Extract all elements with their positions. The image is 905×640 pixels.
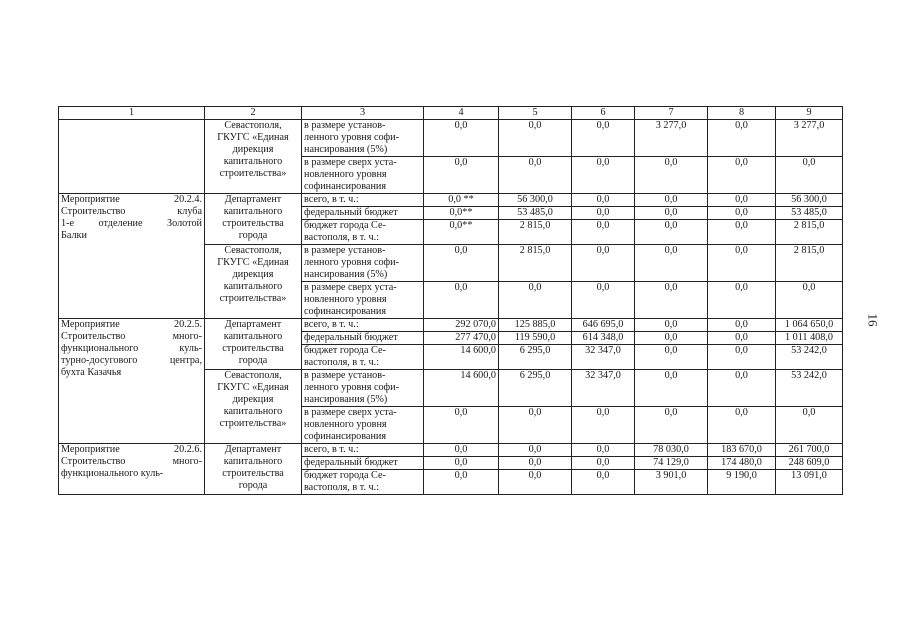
value-cell: 32 347,0 bbox=[572, 370, 635, 407]
cell-line: капитального bbox=[223, 406, 283, 417]
value-cell: 0,0 bbox=[635, 370, 708, 407]
cell-line: строительства bbox=[222, 343, 284, 354]
funding-source-cell bbox=[302, 220, 424, 245]
cell-line: Севастополя, bbox=[224, 245, 282, 256]
value-cell: 0,0 bbox=[708, 220, 776, 245]
value-cell: 0,0 bbox=[708, 407, 776, 444]
value-cell: 14 600,0 bbox=[424, 370, 499, 407]
department-cell bbox=[205, 194, 302, 245]
value-cell: 2 815,0 bbox=[776, 245, 843, 282]
cell-line: Строительство много- bbox=[61, 456, 202, 467]
cell-line: всего, в т. ч.: bbox=[304, 319, 359, 330]
value-cell: 53 485,0 bbox=[776, 207, 843, 220]
value-cell: 0,0 bbox=[635, 345, 708, 370]
cell-line: Мероприятие 20.2.4. bbox=[61, 194, 202, 205]
value-cell: 0,0 bbox=[572, 194, 635, 207]
cell-line: нансирования (5%) bbox=[304, 394, 388, 405]
value-cell: 3 277,0 bbox=[776, 120, 843, 157]
column-header: 9 bbox=[776, 107, 843, 120]
value-cell: 3 901,0 bbox=[635, 470, 708, 495]
value-cell: 0,0 bbox=[424, 245, 499, 282]
value-cell: 13 091,0 bbox=[776, 470, 843, 495]
cell-line: строительства bbox=[222, 468, 284, 479]
cell-line: ленного уровня софи- bbox=[304, 132, 400, 143]
value-cell: 292 070,0 bbox=[424, 319, 499, 332]
budget-table bbox=[58, 106, 843, 495]
value-cell: 0,0 bbox=[499, 120, 572, 157]
funding-source-cell bbox=[302, 370, 424, 407]
funding-source-cell bbox=[302, 319, 424, 332]
value-cell: 0,0 ** bbox=[424, 194, 499, 207]
cell-line: Севастополя, bbox=[224, 370, 282, 381]
value-cell: 1 064 650,0 bbox=[776, 319, 843, 332]
value-cell: 0,0 bbox=[708, 157, 776, 194]
value-cell: 0,0 bbox=[499, 444, 572, 457]
value-cell: 614 348,0 bbox=[572, 332, 635, 345]
cell-line: Балки bbox=[61, 230, 87, 241]
value-cell: 0,0 bbox=[424, 470, 499, 495]
cell-line: капитального bbox=[223, 331, 283, 342]
page-number: 16 bbox=[865, 313, 881, 327]
value-cell: 0,0 bbox=[424, 444, 499, 457]
cell-line: софинансирования bbox=[304, 181, 387, 192]
value-cell: 0,0 bbox=[635, 220, 708, 245]
value-cell: 0,0 bbox=[708, 282, 776, 319]
value-cell: 0,0 bbox=[572, 470, 635, 495]
cell-line: федеральный бюджет bbox=[304, 207, 398, 218]
funding-source-cell bbox=[302, 245, 424, 282]
funding-source-cell bbox=[302, 332, 424, 345]
value-cell: 53 485,0 bbox=[499, 207, 572, 220]
value-cell: 0,0 bbox=[572, 120, 635, 157]
table-row bbox=[59, 319, 843, 332]
value-cell: 32 347,0 bbox=[572, 345, 635, 370]
value-cell: 0,0 bbox=[572, 282, 635, 319]
value-cell: 53 242,0 bbox=[776, 370, 843, 407]
value-cell: 2 815,0 bbox=[499, 220, 572, 245]
value-cell: 277 470,0 bbox=[424, 332, 499, 345]
value-cell: 0,0** bbox=[424, 220, 499, 245]
table-row bbox=[59, 120, 843, 157]
value-cell: 174 480,0 bbox=[708, 457, 776, 470]
value-cell: 0,0 bbox=[708, 332, 776, 345]
cell-line: ленного уровня софи- bbox=[304, 382, 400, 393]
value-cell: 0,0** bbox=[424, 207, 499, 220]
value-cell: 0,0 bbox=[499, 407, 572, 444]
cell-line: бюджет города Се- bbox=[304, 345, 386, 356]
cell-line: капитального bbox=[223, 206, 283, 217]
cell-line: капитального bbox=[223, 156, 283, 167]
measure-cell bbox=[59, 319, 205, 444]
cell-line: дирекция bbox=[232, 269, 274, 280]
funding-source-cell bbox=[302, 157, 424, 194]
department-cell bbox=[205, 319, 302, 370]
department-cell bbox=[205, 444, 302, 495]
value-cell: 9 190,0 bbox=[708, 470, 776, 495]
cell-line: в размере установ- bbox=[304, 245, 386, 256]
cell-line: бюджет города Се- bbox=[304, 220, 386, 231]
cell-line: функционального куль- bbox=[61, 343, 202, 354]
value-cell: 0,0 bbox=[708, 120, 776, 157]
column-header: 7 bbox=[635, 107, 708, 120]
cell-line: строительства bbox=[222, 218, 284, 229]
measure-cell bbox=[59, 194, 205, 319]
cell-line: строительства» bbox=[219, 168, 287, 179]
value-cell: 0,0 bbox=[708, 370, 776, 407]
cell-line: ГКУГС «Единая bbox=[217, 382, 289, 393]
value-cell: 0,0 bbox=[635, 407, 708, 444]
cell-line: строительства» bbox=[219, 293, 287, 304]
value-cell: 248 609,0 bbox=[776, 457, 843, 470]
cell-line: новленного уровня bbox=[304, 169, 387, 180]
column-header: 1 bbox=[59, 107, 205, 120]
cell-line: бухта Казачья bbox=[61, 367, 122, 378]
value-cell: 0,0 bbox=[572, 220, 635, 245]
value-cell: 0,0 bbox=[776, 407, 843, 444]
value-cell: 0,0 bbox=[635, 332, 708, 345]
value-cell: 0,0 bbox=[499, 157, 572, 194]
cell-line: нансирования (5%) bbox=[304, 269, 388, 280]
value-cell: 2 815,0 bbox=[499, 245, 572, 282]
value-cell: 261 700,0 bbox=[776, 444, 843, 457]
measure-cell bbox=[59, 120, 205, 194]
value-cell: 0,0 bbox=[499, 457, 572, 470]
cell-line: новленного уровня bbox=[304, 419, 387, 430]
department-cell bbox=[205, 245, 302, 319]
value-cell: 0,0 bbox=[499, 470, 572, 495]
value-cell: 0,0 bbox=[572, 245, 635, 282]
cell-line: нансирования (5%) bbox=[304, 144, 388, 155]
value-cell: 0,0 bbox=[708, 194, 776, 207]
cell-line: всего, в т. ч.: bbox=[304, 444, 359, 455]
value-cell: 183 670,0 bbox=[708, 444, 776, 457]
value-cell: 56 300,0 bbox=[499, 194, 572, 207]
cell-line: в размере установ- bbox=[304, 370, 386, 381]
value-cell: 0,0 bbox=[572, 157, 635, 194]
funding-source-cell bbox=[302, 470, 424, 495]
cell-line: Департамент bbox=[224, 444, 282, 455]
value-cell: 56 300,0 bbox=[776, 194, 843, 207]
header-row bbox=[59, 107, 843, 120]
cell-line: Севастополя, bbox=[224, 120, 282, 131]
value-cell: 53 242,0 bbox=[776, 345, 843, 370]
value-cell: 6 295,0 bbox=[499, 370, 572, 407]
column-header: 5 bbox=[499, 107, 572, 120]
cell-line: 1-е отделение Золотой bbox=[61, 218, 202, 229]
cell-line: в размере сверх уста- bbox=[304, 157, 397, 168]
column-header: 6 bbox=[572, 107, 635, 120]
funding-source-cell bbox=[302, 120, 424, 157]
value-cell: 0,0 bbox=[635, 245, 708, 282]
value-cell: 0,0 bbox=[572, 444, 635, 457]
cell-line: федеральный бюджет bbox=[304, 457, 398, 468]
value-cell: 646 695,0 bbox=[572, 319, 635, 332]
cell-line: новленного уровня bbox=[304, 294, 387, 305]
value-cell: 0,0 bbox=[499, 282, 572, 319]
cell-line: Строительство много- bbox=[61, 331, 202, 342]
cell-line: федеральный бюджет bbox=[304, 332, 398, 343]
value-cell: 0,0 bbox=[424, 407, 499, 444]
value-cell: 2 815,0 bbox=[776, 220, 843, 245]
funding-source-cell bbox=[302, 345, 424, 370]
column-header: 8 bbox=[708, 107, 776, 120]
column-header: 3 bbox=[302, 107, 424, 120]
cell-line: капитального bbox=[223, 281, 283, 292]
value-cell: 0,0 bbox=[572, 407, 635, 444]
value-cell: 3 277,0 bbox=[635, 120, 708, 157]
cell-line: в размере установ- bbox=[304, 120, 386, 131]
cell-line: софинансирования bbox=[304, 431, 387, 442]
cell-line: турно-досугового центра, bbox=[61, 355, 202, 366]
value-cell: 78 030,0 bbox=[635, 444, 708, 457]
funding-source-cell bbox=[302, 407, 424, 444]
cell-line: всего, в т. ч.: bbox=[304, 194, 359, 205]
value-cell: 14 600,0 bbox=[424, 345, 499, 370]
cell-line: Департамент bbox=[224, 194, 282, 205]
column-header: 4 bbox=[424, 107, 499, 120]
cell-line: вастополя, в т. ч.: bbox=[304, 482, 380, 493]
cell-line: дирекция bbox=[232, 394, 274, 405]
cell-line: города bbox=[238, 355, 268, 366]
department-cell bbox=[205, 370, 302, 444]
cell-line: капитального bbox=[223, 456, 283, 467]
value-cell: 0,0 bbox=[776, 282, 843, 319]
department-cell bbox=[205, 120, 302, 194]
cell-line: Департамент bbox=[224, 319, 282, 330]
cell-line: функционального куль- bbox=[61, 468, 164, 479]
measure-cell bbox=[59, 444, 205, 495]
value-cell: 0,0 bbox=[424, 120, 499, 157]
value-cell: 0,0 bbox=[708, 245, 776, 282]
value-cell: 125 885,0 bbox=[499, 319, 572, 332]
value-cell: 0,0 bbox=[635, 207, 708, 220]
value-cell: 0,0 bbox=[635, 319, 708, 332]
value-cell: 0,0 bbox=[424, 157, 499, 194]
cell-line: софинансирования bbox=[304, 306, 387, 317]
value-cell: 0,0 bbox=[424, 282, 499, 319]
table-row bbox=[59, 194, 843, 207]
value-cell: 0,0 bbox=[424, 457, 499, 470]
value-cell: 1 011 408,0 bbox=[776, 332, 843, 345]
funding-source-cell bbox=[302, 444, 424, 457]
cell-line: дирекция bbox=[232, 144, 274, 155]
table-row bbox=[59, 444, 843, 457]
value-cell: 0,0 bbox=[708, 207, 776, 220]
value-cell: 0,0 bbox=[635, 157, 708, 194]
funding-source-cell bbox=[302, 282, 424, 319]
value-cell: 0,0 bbox=[572, 207, 635, 220]
value-cell: 6 295,0 bbox=[499, 345, 572, 370]
column-header: 2 bbox=[205, 107, 302, 120]
cell-line: ГКУГС «Единая bbox=[217, 132, 289, 143]
funding-source-cell bbox=[302, 457, 424, 470]
cell-line: Строительство клуба bbox=[61, 206, 202, 217]
value-cell: 74 129,0 bbox=[635, 457, 708, 470]
cell-line: Мероприятие 20.2.6. bbox=[61, 444, 202, 455]
value-cell: 0,0 bbox=[708, 319, 776, 332]
cell-line: ленного уровня софи- bbox=[304, 257, 400, 268]
cell-line: вастополя, в т. ч.: bbox=[304, 232, 380, 243]
cell-line: Мероприятие 20.2.5. bbox=[61, 319, 202, 330]
value-cell: 0,0 bbox=[572, 457, 635, 470]
cell-line: города bbox=[238, 230, 268, 241]
cell-line: вастополя, в т. ч.: bbox=[304, 357, 380, 368]
value-cell: 119 590,0 bbox=[499, 332, 572, 345]
value-cell: 0,0 bbox=[776, 157, 843, 194]
cell-line: ГКУГС «Единая bbox=[217, 257, 289, 268]
cell-line: бюджет города Се- bbox=[304, 470, 386, 481]
funding-source-cell bbox=[302, 194, 424, 207]
cell-line: города bbox=[238, 480, 268, 491]
cell-line: в размере сверх уста- bbox=[304, 407, 397, 418]
value-cell: 0,0 bbox=[635, 282, 708, 319]
cell-line: строительства» bbox=[219, 418, 287, 429]
cell-line: в размере сверх уста- bbox=[304, 282, 397, 293]
value-cell: 0,0 bbox=[708, 345, 776, 370]
funding-source-cell bbox=[302, 207, 424, 220]
value-cell: 0,0 bbox=[635, 194, 708, 207]
